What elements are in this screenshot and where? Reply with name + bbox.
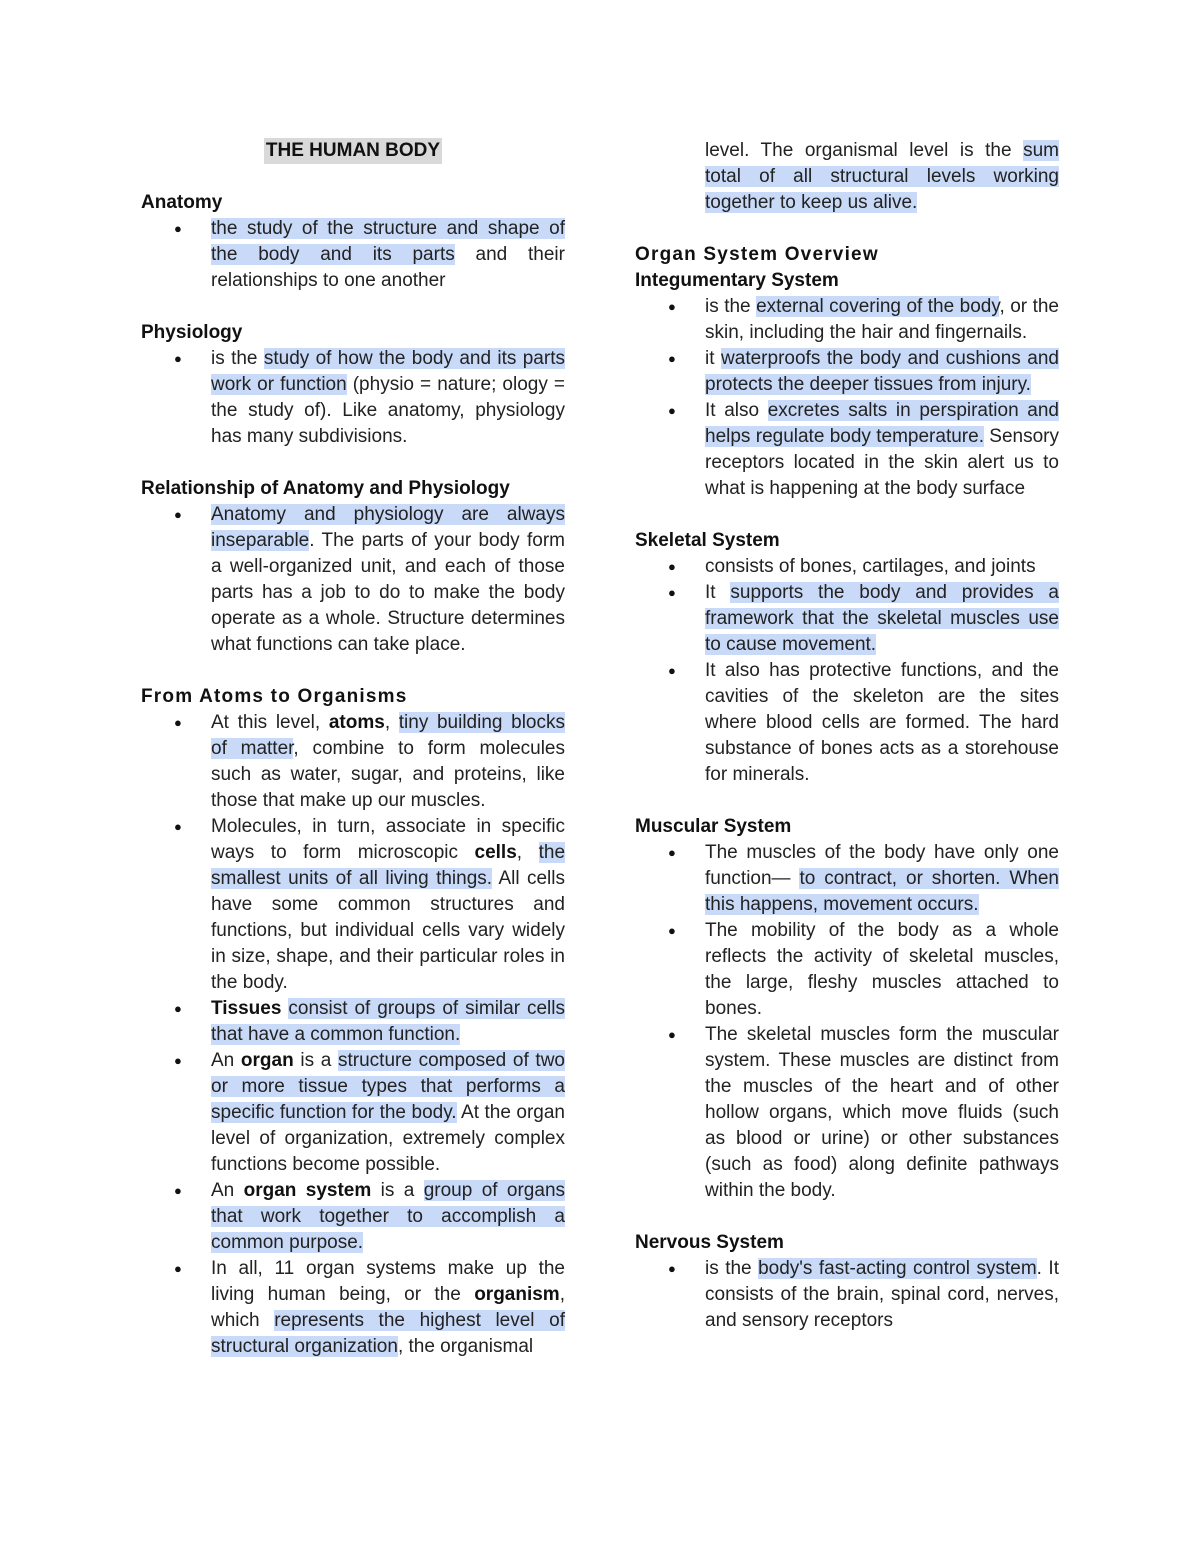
text-run: , — [516, 842, 539, 863]
heading-anatomy: Anatomy — [141, 192, 223, 213]
bold-term: cells — [474, 842, 517, 863]
heading-physiology: Physiology — [141, 322, 243, 343]
text-run: An — [211, 1050, 241, 1071]
atoms-list — [141, 710, 565, 1360]
text-run: consists of bones, cartilages, and joints — [705, 556, 1036, 577]
text-run: is the — [705, 1258, 759, 1279]
relationship-list — [141, 502, 565, 658]
heading-organ-system-overview: Organ System Overview — [635, 244, 879, 265]
section-physiology — [141, 320, 565, 450]
text-run: (physio = nature; ology = the study of). Like anatomy, physiology has many subdivisions. — [211, 374, 565, 447]
text-run: . It consists of the brain, spinal cord, nerves, and sensory receptors — [705, 1258, 1059, 1331]
list-item — [635, 346, 1059, 398]
heading-nervous: Nervous System — [635, 1232, 784, 1253]
highlighted-text: study of how the body and its parts work or function — [211, 348, 565, 395]
list-item — [635, 294, 1059, 346]
document-title: THE HUMAN BODY — [264, 138, 442, 164]
list-item — [141, 1256, 565, 1360]
heading-muscular: Muscular System — [635, 816, 792, 837]
section-integumentary — [635, 268, 1059, 502]
heading-skeletal: Skeletal System — [635, 530, 780, 551]
highlighted-text: structure composed of two or more tissue types that performs a specific function for the body. — [211, 1050, 565, 1123]
text-run: is a — [371, 1180, 424, 1201]
highlighted-text: represents the highest level of structural organization — [211, 1310, 565, 1357]
text-run: At the organ level of organization, extremely complex functions become possible. — [211, 1102, 566, 1175]
list-item — [141, 346, 565, 450]
text-run: . The parts of your body form a well-organized unit, and each of those parts has a job to do to make the body operate as a whole. Structure determines what functions can take place. — [211, 530, 565, 655]
text-run: level. The organismal level is the — [705, 140, 1024, 161]
anatomy-list — [141, 216, 565, 294]
highlighted-text: waterproofs the body and cushions and protects the deeper tissues from injury. — [705, 348, 1060, 395]
text-run: The mobility of the body as a whole reflects the activity of skeletal muscles, the large, fleshy muscles attached to bones. — [705, 920, 1059, 1019]
list-item — [635, 1022, 1059, 1204]
highlighted-text: external covering of the body — [756, 296, 1000, 317]
text-run: It also — [705, 400, 768, 421]
text-run: , — [384, 712, 399, 733]
list-item — [141, 216, 565, 294]
text-run: Sensory receptors located in the skin alert us to what is happening at the body surface — [705, 426, 1059, 499]
list-item — [141, 710, 565, 814]
highlighted-text: the study of the structure and shape of the body and its parts — [211, 218, 565, 265]
bold-term: organ system — [243, 1180, 372, 1201]
text-run: it — [705, 348, 722, 369]
list-item — [635, 658, 1059, 788]
text-run: In all, 11 organ systems make up the living human being, or the — [211, 1258, 565, 1305]
section-relationship — [141, 476, 565, 658]
left-column — [141, 138, 565, 1360]
section-skeletal — [635, 528, 1059, 788]
text-run: Molecules, in turn, associate in specific ways to form microscopic — [211, 816, 565, 863]
list-item — [141, 1048, 565, 1178]
bold-term: atoms — [328, 712, 385, 733]
physiology-list — [141, 346, 565, 450]
list-item — [141, 996, 565, 1048]
section-anatomy — [141, 190, 565, 294]
list-item — [141, 1178, 565, 1256]
text-run: is the — [211, 348, 264, 369]
text-run: At this level, — [211, 712, 329, 733]
highlighted-text: excretes salts in perspiration and helps regulate body temperature. — [705, 400, 1059, 447]
highlighted-text: group of organs that work together to accomplish a common purpose. — [211, 1180, 566, 1253]
text-run: All cells have some common structures and functions, but individual cells vary widely in size, shape, and their particular roles in the body. — [211, 868, 566, 993]
continued-paragraph — [635, 138, 1059, 216]
text-run: , which — [211, 1284, 565, 1331]
list-item — [635, 1256, 1059, 1334]
text-run: The skeletal muscles form the muscular system. These muscles are distinct from the muscles of the heart and of other hollow organs, which move fluids (such as blood or urine) or other substances (such as food) along definite pathways within the body. — [705, 1024, 1059, 1201]
text-run: It — [705, 582, 731, 603]
muscular-list — [635, 840, 1059, 1204]
list-item — [141, 502, 565, 658]
right-column — [635, 138, 1059, 1334]
highlighted-text: body's fast-acting control system — [758, 1258, 1037, 1279]
highlighted-text: consist of groups of similar cells that have a common function. — [211, 998, 565, 1045]
bold-term: Tissues — [211, 998, 282, 1019]
list-item — [635, 398, 1059, 502]
text-run: , or the skin, including the hair and fingernails. — [705, 296, 1059, 343]
highlighted-text: sum total of all structural levels working together to keep us alive. — [705, 140, 1059, 213]
heading-relationship: Relationship of Anatomy and Physiology — [141, 478, 510, 499]
heading-atoms-to-organisms: From Atoms to Organisms — [141, 686, 408, 707]
text-run: An — [211, 1180, 244, 1201]
highlighted-text: supports the body and provides a framework that the skeletal muscles use to cause movement. — [705, 582, 1059, 655]
bold-term: organ — [240, 1050, 294, 1071]
highlighted-text: the smallest units of all living things. — [211, 842, 566, 889]
text-run: is a — [293, 1050, 338, 1071]
text-run: , combine to form molecules such as water, sugar, and proteins, like those that make up our muscles. — [211, 738, 566, 811]
list-item — [141, 814, 565, 996]
heading-integumentary: Integumentary System — [635, 270, 839, 291]
title-wrap — [141, 138, 565, 164]
text-run: , the organismal — [397, 1336, 534, 1357]
text-run: It also has protective functions, and the cavities of the skeleton are the sites where blood cells are formed. The hard substance of bones acts as a storehouse for minerals. — [705, 660, 1059, 785]
highlighted-text: tiny building blocks of matter — [211, 712, 565, 759]
section-nervous — [635, 1230, 1059, 1334]
highlighted-text: Anatomy and physiology are always inseparable — [211, 504, 565, 551]
section-atoms-to-organisms — [141, 684, 565, 1360]
text-run: is the — [705, 296, 757, 317]
list-item — [635, 580, 1059, 658]
text-run: and their relationships to one another — [211, 244, 565, 291]
integumentary-list — [635, 294, 1059, 502]
section-muscular — [635, 814, 1059, 1204]
highlighted-text: to contract, or shorten. When this happens, movement occurs. — [705, 868, 1059, 915]
list-item — [635, 918, 1059, 1022]
list-item — [635, 554, 1059, 580]
bold-term: organism — [474, 1284, 560, 1305]
skeletal-list — [635, 554, 1059, 788]
list-item — [635, 840, 1059, 918]
nervous-list — [635, 1256, 1059, 1334]
text-run: The muscles of the body have only one function— — [705, 842, 1059, 889]
